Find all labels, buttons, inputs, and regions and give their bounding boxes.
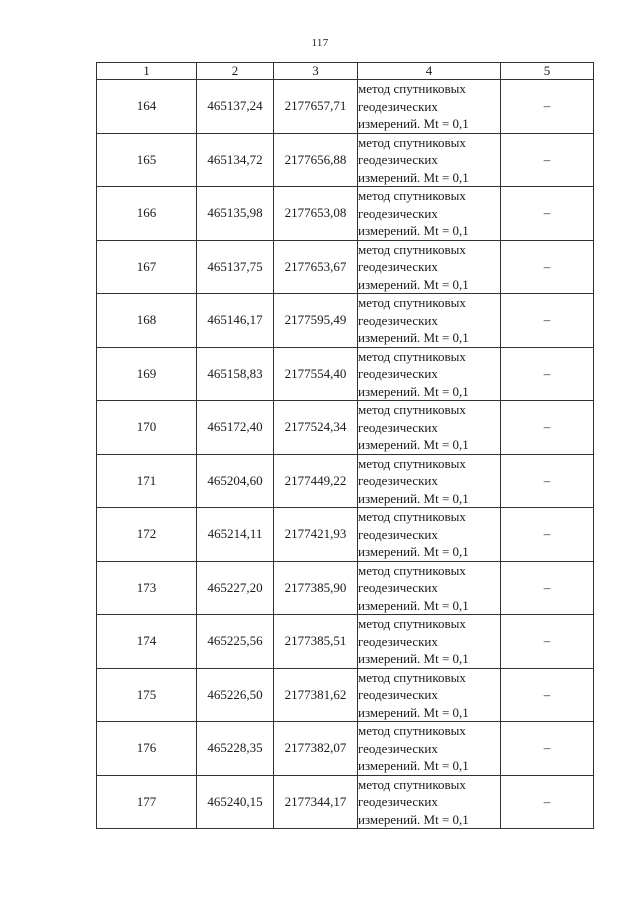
point-number-cell: 172: [97, 508, 197, 562]
method-line: метод спутниковых: [358, 616, 466, 631]
y-coordinate-cell: 2177595,49: [274, 294, 358, 348]
method-line: измерений. Mt = 0,1: [358, 758, 469, 773]
method-line: геодезических: [358, 526, 438, 542]
method-line: измерений. Mt = 0,1: [358, 276, 469, 292]
method-line: геодезических: [358, 419, 438, 435]
x-coordinate-cell: 465214,11: [197, 508, 274, 562]
method-line: метод спутниковых: [358, 669, 466, 685]
method-line: геодезических: [358, 312, 438, 328]
method-cell: [358, 615, 501, 669]
method-cell: [358, 561, 501, 615]
method-line: метод спутниковых: [358, 562, 466, 578]
table-row: [97, 240, 594, 294]
x-coordinate-cell: 465134,72: [197, 133, 274, 187]
method-line: геодезических: [358, 633, 438, 649]
x-coordinate-cell: 465146,17: [197, 294, 274, 348]
x-coordinate-cell: 465172,40: [197, 401, 274, 455]
point-number-cell: 173: [97, 561, 197, 615]
y-coordinate-cell: 2177381,62: [274, 668, 358, 722]
point-number-cell: 176: [97, 722, 197, 776]
method-line: измерений. Mt = 0,1: [358, 383, 469, 399]
method-cell: [358, 347, 501, 401]
method-line: метод спутниковых: [358, 723, 466, 738]
point-number-cell: 174: [97, 615, 197, 669]
point-number-cell: 171: [97, 454, 197, 508]
method-line: геодезических: [358, 473, 438, 488]
method-line: метод спутниковых: [358, 348, 466, 364]
x-coordinate-cell: 465137,75: [197, 240, 274, 294]
column-header-2: 2: [197, 63, 274, 80]
method-line: измерений. Mt = 0,1: [358, 223, 469, 238]
method-line: метод спутниковых: [358, 295, 466, 310]
y-coordinate-cell: 2177449,22: [274, 454, 358, 508]
method-line: метод спутниковых: [358, 188, 466, 203]
column-header-5: 5: [501, 63, 594, 80]
method-line: измерений. Mt = 0,1: [358, 330, 469, 345]
coordinates-table: [96, 62, 594, 829]
method-cell: [358, 240, 501, 294]
method-line: измерений. Mt = 0,1: [358, 704, 469, 720]
method-cell: [358, 133, 501, 187]
method-line: метод спутниковых: [358, 776, 466, 792]
method-line: геодезических: [358, 687, 438, 702]
method-line: метод спутниковых: [358, 455, 466, 471]
x-coordinate-cell: 465240,15: [197, 775, 274, 829]
y-coordinate-cell: 2177656,88: [274, 133, 358, 187]
method-line: измерений. Mt = 0,1: [358, 490, 469, 506]
point-number-cell: 166: [97, 187, 197, 241]
column-header-1: 1: [97, 63, 197, 80]
x-coordinate-cell: 465135,98: [197, 187, 274, 241]
method-line: измерений. Mt = 0,1: [358, 811, 469, 827]
method-line: геодезических: [358, 580, 438, 595]
table-row: [97, 294, 594, 348]
method-cell: [358, 775, 501, 829]
method-line: геодезических: [358, 98, 438, 114]
point-number-cell: 167: [97, 240, 197, 294]
note-cell: –: [501, 294, 594, 348]
method-line: геодезических: [358, 740, 438, 756]
x-coordinate-cell: 465204,60: [197, 454, 274, 508]
table-header-row: [97, 63, 594, 80]
point-number-cell: 169: [97, 347, 197, 401]
method-cell: [358, 508, 501, 562]
method-line: метод спутниковых: [358, 134, 466, 150]
table-row: [97, 561, 594, 615]
table-row: [97, 668, 594, 722]
table-row: [97, 722, 594, 776]
point-number-cell: 177: [97, 775, 197, 829]
method-line: геодезических: [358, 259, 438, 274]
note-cell: –: [501, 668, 594, 722]
x-coordinate-cell: 465137,24: [197, 80, 274, 134]
y-coordinate-cell: 2177421,93: [274, 508, 358, 562]
x-coordinate-cell: 465227,20: [197, 561, 274, 615]
point-number-cell: 175: [97, 668, 197, 722]
method-cell: [358, 80, 501, 134]
method-line: измерений. Mt = 0,1: [358, 651, 469, 666]
y-coordinate-cell: 2177657,71: [274, 80, 358, 134]
method-cell: [358, 294, 501, 348]
x-coordinate-cell: 465228,35: [197, 722, 274, 776]
method-line: метод спутниковых: [358, 402, 466, 417]
table-row: [97, 454, 594, 508]
note-cell: –: [501, 187, 594, 241]
method-line: измерений. Mt = 0,1: [358, 169, 469, 185]
table-body: [97, 80, 594, 829]
note-cell: –: [501, 615, 594, 669]
note-cell: –: [501, 561, 594, 615]
y-coordinate-cell: 2177385,90: [274, 561, 358, 615]
y-coordinate-cell: 2177653,08: [274, 187, 358, 241]
table-row: [97, 401, 594, 455]
method-line: геодезических: [358, 152, 438, 167]
point-number-cell: 170: [97, 401, 197, 455]
table-row: [97, 347, 594, 401]
method-cell: [358, 401, 501, 455]
page-number: 117: [311, 37, 329, 49]
point-number-cell: 164: [97, 80, 197, 134]
method-cell: [358, 187, 501, 241]
method-line: геодезических: [358, 794, 438, 809]
method-line: геодезических: [358, 205, 438, 221]
y-coordinate-cell: 2177653,67: [274, 240, 358, 294]
note-cell: –: [501, 133, 594, 187]
note-cell: –: [501, 240, 594, 294]
method-cell: [358, 454, 501, 508]
note-cell: –: [501, 401, 594, 455]
table-row: [97, 80, 594, 134]
note-cell: –: [501, 775, 594, 829]
method-cell: [358, 722, 501, 776]
note-cell: –: [501, 347, 594, 401]
point-number-cell: 165: [97, 133, 197, 187]
y-coordinate-cell: 2177385,51: [274, 615, 358, 669]
method-line: измерений. Mt = 0,1: [358, 597, 469, 613]
x-coordinate-cell: 465225,56: [197, 615, 274, 669]
x-coordinate-cell: 465158,83: [197, 347, 274, 401]
column-header-3: 3: [274, 63, 358, 80]
note-cell: –: [501, 508, 594, 562]
y-coordinate-cell: 2177382,07: [274, 722, 358, 776]
method-cell: [358, 668, 501, 722]
method-line: измерений. Mt = 0,1: [358, 544, 469, 559]
column-header-4: 4: [358, 63, 501, 80]
method-line: измерений. Mt = 0,1: [358, 437, 469, 452]
note-cell: –: [501, 722, 594, 776]
y-coordinate-cell: 2177524,34: [274, 401, 358, 455]
table-row: [97, 187, 594, 241]
method-line: метод спутниковых: [358, 241, 466, 257]
note-cell: –: [501, 80, 594, 134]
x-coordinate-cell: 465226,50: [197, 668, 274, 722]
method-line: геодезических: [358, 366, 438, 381]
method-line: измерений. Mt = 0,1: [358, 116, 469, 131]
y-coordinate-cell: 2177344,17: [274, 775, 358, 829]
point-number-cell: 168: [97, 294, 197, 348]
method-line: метод спутниковых: [358, 509, 466, 524]
method-line: метод спутниковых: [358, 81, 466, 96]
table-row: [97, 775, 594, 829]
note-cell: –: [501, 454, 594, 508]
table-row: [97, 508, 594, 562]
table-row: [97, 133, 594, 187]
y-coordinate-cell: 2177554,40: [274, 347, 358, 401]
table-row: [97, 615, 594, 669]
